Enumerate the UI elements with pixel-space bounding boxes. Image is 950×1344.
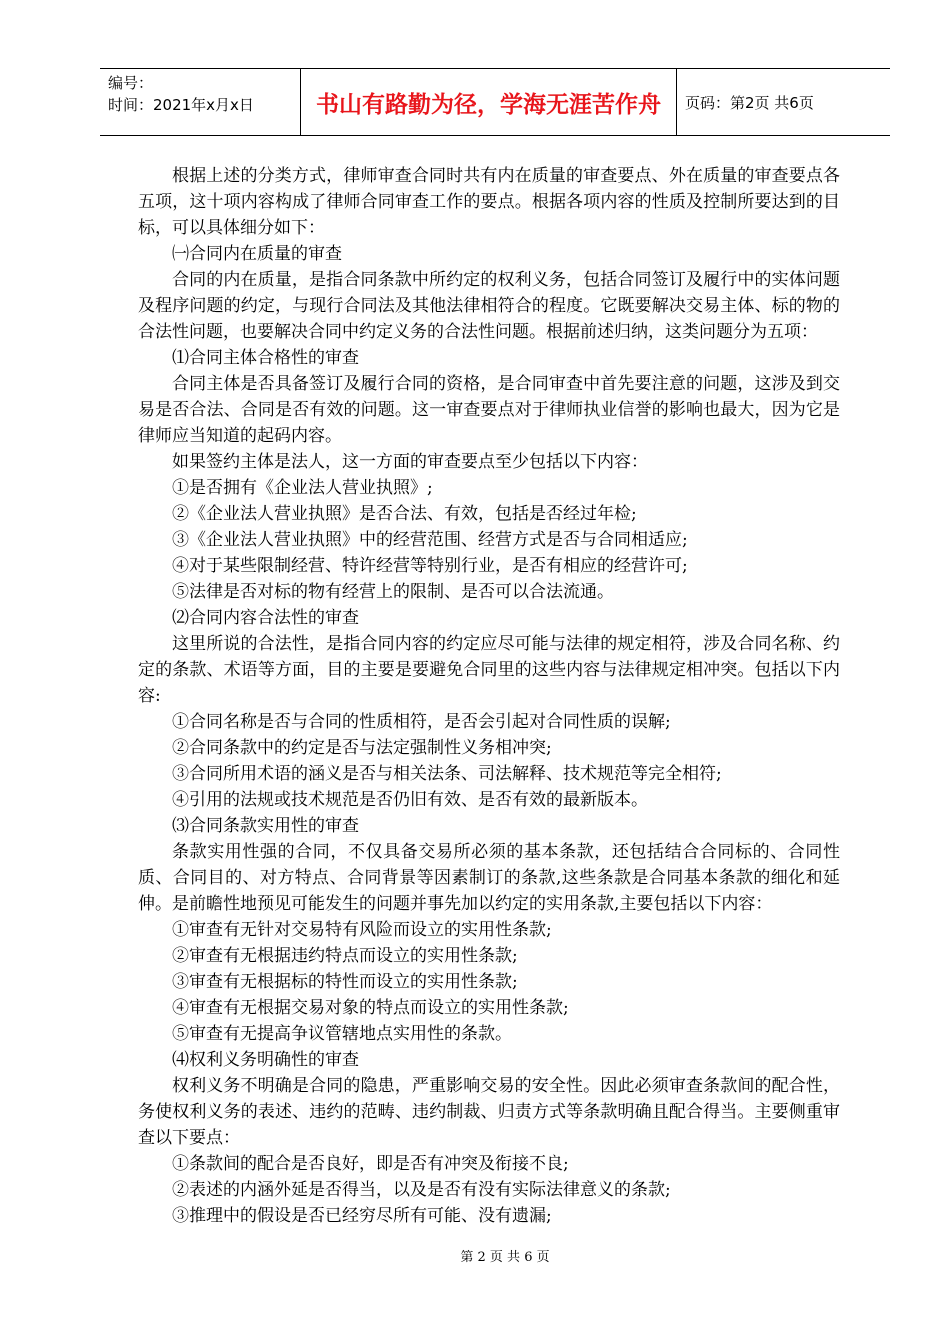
page-header bbox=[100, 68, 890, 136]
page-info-text: 页码：第2页 共6页 bbox=[685, 93, 814, 112]
paragraph: 如果签约主体是法人，这一方面的审查要点至少包括以下内容： bbox=[172, 452, 648, 472]
paragraph: 合同的内在质量，是指合同条款中所约定的权利义务，包括合同签订及履行中的实体问题及程序问题的约定，与现行合同法及其他法律相符合的程度。它既要解决交易主体、标的物的合法性问题，也要解决合同中约定义务的合法性问题。根据前述归纳，这类问题分为五项： bbox=[138, 270, 840, 342]
paragraph: ②《企业法人营业执照》是否合法、有效，包括是否经过年检; bbox=[172, 504, 637, 524]
paragraph: 条款实用性强的合同，不仅具备交易所必须的基本条款，还包括结合合同标的、合同性质、合同目的、对方特点、合同背景等因素制订的条款,这些条款是合同基本条款的细化和延伸。是前瞻性地预见可能发生的问题并事先加以约定的实用条款,主要包括以下内容： bbox=[138, 842, 840, 914]
paragraph: ③推理中的假设是否已经穷尽所有可能、没有遗漏; bbox=[172, 1206, 552, 1226]
paragraph: ㈠合同内在质量的审查 bbox=[172, 244, 342, 264]
paragraph: 合同主体是否具备签订及履行合同的资格，是合同审查中首先要注意的问题，这涉及到交易是否合法、合同是否有效的问题。这一审查要点对于律师执业信誉的影响也最大，因为它是律师应当知道的起码内容。 bbox=[138, 374, 840, 446]
paragraph: ①合同名称是否与合同的性质相符，是否会引起对合同性质的误解; bbox=[172, 712, 671, 732]
page-footer bbox=[0, 1246, 950, 1265]
paragraph: 这里所说的合法性，是指合同内容的约定应尽可能与法律的规定相符，涉及合同名称、约定的条款、术语等方面，目的主要是要避免合同里的这些内容与法律规定相冲突。包括以下内容: bbox=[138, 634, 840, 706]
header-page-info bbox=[677, 69, 890, 135]
paragraph: ②合同条款中的约定是否与法定强制性义务相冲突; bbox=[172, 738, 552, 758]
paragraph: ②审查有无根据违约特点而设立的实用性条款; bbox=[172, 946, 518, 966]
paragraph: ①审查有无针对交易特有风险而设立的实用性条款; bbox=[172, 920, 552, 940]
paragraph: ①是否拥有《企业法人营业执照》; bbox=[172, 478, 433, 498]
paragraph: ⑴合同主体合格性的审查 bbox=[172, 348, 359, 368]
paragraph: 权利义务不明确是合同的隐患，严重影响交易的安全性。因此必须审查条款间的配合性，务使权利义务的表述、违约的范畴、违约制裁、归责方式等条款明确且配合得当。主要侧重审查以下要点： bbox=[138, 1076, 840, 1148]
document-body bbox=[138, 163, 840, 1229]
footer-page-number: 第 2 页 共 6 页 bbox=[460, 1250, 550, 1265]
paragraph: ②表述的内涵外延是否得当，以及是否有没有实际法律意义的条款; bbox=[172, 1180, 671, 1200]
paragraph: ⑷权利义务明确性的审查 bbox=[172, 1050, 359, 1070]
paragraph: ③合同所用术语的涵义是否与相关法条、司法解释、技术规范等完全相符; bbox=[172, 764, 722, 784]
paragraph: ④对于某些限制经营、特许经营等特别行业，是否有相应的经营许可; bbox=[172, 556, 688, 576]
motto-text: 书山有路勤为径，学海无涯苦作舟 bbox=[316, 91, 661, 118]
paragraph: ⑤法律是否对标的物有经营上的限制、是否可以合法流通。 bbox=[172, 582, 614, 602]
paragraph: ④审查有无根据交易对象的特点而设立的实用性条款; bbox=[172, 998, 569, 1018]
date-label: 时间：2021年x月x日 bbox=[108, 96, 254, 114]
paragraph: ④引用的法规或技术规范是否仍旧有效、是否有效的最新版本。 bbox=[172, 790, 648, 810]
paragraph: ③《企业法人营业执照》中的经营范围、经营方式是否与合同相适应; bbox=[172, 530, 688, 550]
paragraph: ③审查有无根据标的特性而设立的实用性条款; bbox=[172, 972, 518, 992]
paragraph: ⑤审查有无提高争议管辖地点实用性的条款。 bbox=[172, 1024, 512, 1044]
paragraph: ⑵合同内容合法性的审查 bbox=[172, 608, 359, 628]
paragraph: ⑶合同条款实用性的审查 bbox=[172, 816, 359, 836]
paragraph: ①条款间的配合是否良好，即是否有冲突及衔接不良; bbox=[172, 1154, 569, 1174]
number-label: 编号： bbox=[108, 74, 154, 92]
header-motto-cell bbox=[301, 69, 677, 135]
paragraph: 根据上述的分类方式，律师审查合同时共有内在质量的审查要点、外在质量的审查要点各五项，这十项内容构成了律师合同审查工作的要点。根据各项内容的性质及控制所要达到的目标，可以具体细分如下： bbox=[138, 166, 840, 238]
header-meta bbox=[100, 69, 301, 135]
